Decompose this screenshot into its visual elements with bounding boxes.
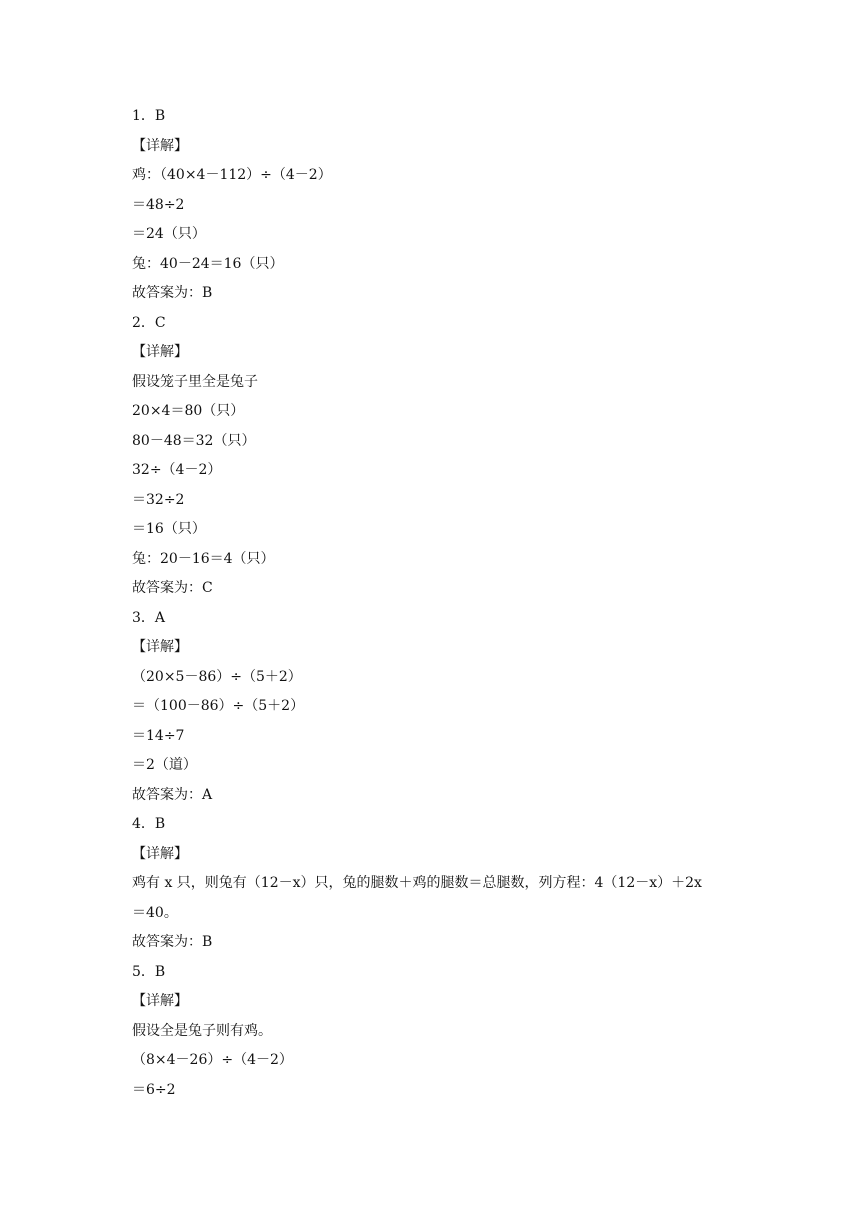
answer-2-heading: 【详解】 (132, 344, 188, 360)
answer-2-step: 20×4＝80（只） (132, 403, 245, 419)
answer-3-step: （20×5－86）÷（5＋2） (132, 668, 302, 685)
answer-1-step: ＝24（只） (132, 226, 206, 242)
answer-2-step: ＝16（只） (132, 521, 206, 537)
answer-3-heading: 【详解】 (132, 639, 188, 655)
answer-document (132, 102, 742, 1105)
answer-2-step: 80－48＝32（只） (132, 432, 256, 449)
answer-2-step: 兔：20－16＝4（只） (132, 550, 275, 567)
answer-2-conclusion: 故答案为：C (132, 580, 213, 596)
answer-1-choice: 1．B (132, 108, 166, 124)
answer-1-step: 鸡：（40×4－112）÷（4－2） (132, 167, 332, 183)
answer-3-conclusion: 故答案为：A (132, 786, 213, 803)
answer-1-step: 兔：40－24＝16（只） (132, 255, 284, 272)
answer-2-step: ＝32÷2 (132, 491, 185, 508)
answer-3-step: ＝2（道） (132, 757, 197, 773)
answer-3-step: ＝（100－86）÷（5＋2） (132, 698, 305, 714)
answer-5-choice: 5．B (132, 963, 166, 980)
answer-3-step: ＝14÷7 (132, 727, 185, 744)
answer-5-step: 假设全是兔子则有鸡。 (132, 1022, 272, 1039)
answer-4-conclusion: 故答案为：B (132, 934, 213, 950)
answer-1-conclusion: 故答案为：B (132, 285, 213, 301)
answer-1-heading: 【详解】 (132, 137, 188, 154)
answer-3-choice: 3．A (132, 609, 166, 626)
answer-4-heading: 【详解】 (132, 845, 188, 862)
answer-5-heading: 【详解】 (132, 993, 188, 1009)
answer-2-step: 假设笼子里全是兔子 (132, 373, 258, 390)
answer-4-equation: 鸡有 x 只，则兔有（12－x）只，兔的腿数＋鸡的腿数＝总腿数，列方程：4（12－x）＋2x (132, 875, 702, 891)
answer-5-step: ＝6÷2 (132, 1081, 176, 1098)
answer-5-step: （8×4－26）÷（4－2） (132, 1052, 293, 1068)
answer-4-choice: 4．B (132, 816, 166, 832)
answer-2-step: 32÷（4－2） (132, 462, 222, 478)
answer-2-choice: 2．C (132, 314, 166, 331)
answer-4-equation-cont: ＝40。 (132, 904, 178, 921)
answer-1-step: ＝48÷2 (132, 196, 185, 213)
